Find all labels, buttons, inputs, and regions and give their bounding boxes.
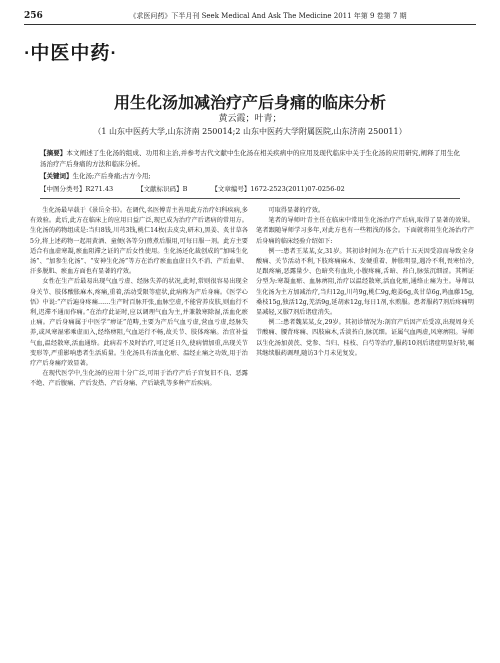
- divider: [40, 198, 460, 199]
- authors: 黄云霞；叶青；: [218, 114, 282, 124]
- article-number: 【文章编号】1672-2523(2011)07-0256-02: [211, 185, 345, 193]
- running-header: [24, 8, 476, 25]
- keywords: [40, 171, 460, 180]
- paragraph: 女性在生产后最易出现气血亏虚、经脉失养的状况,此时,常则很容易出现全身关节、肢体酸胀麻木,疼痛,重着,活动受限等症状,此病称为产后身痛。《医学心悟》中说:“产后遍身疼痛……生产时百脉开张,血脉空虚,不能营养皮肤,则血行不利,迟滞不通而作痛。”在治疗此证时,应以调理气血为主,并兼散寒除湿,活血化瘀止痛。产后身痛属于中医学“痹证”范畴,主要为产后气血亏虚,营血亏虚,经脉失养,或风寒湿邪乘虚而入,经络痹阻,气血运行不畅,故关节、肢体疼痛。治宜补益气血,温经散寒,活血通络。此病若不及时治疗,可迁延日久,使病情加重,出现关节变形等,严重影响患者生活质量。生化汤具有活血化瘀、温经止痛之功效,用于治疗产后身痛疗效显著。: [30, 278, 248, 368]
- body-column-right: [256, 206, 474, 654]
- affiliation: （1 山东中医药大学,山东济南 250014;2 山东中医药大学附属医院,山东济南 250011）: [93, 127, 407, 136]
- clc-number: 【中图分类号】R271.43: [40, 185, 114, 193]
- document-code: 【文献标识码】B: [137, 185, 188, 193]
- section-name: 中医中药: [30, 42, 111, 64]
- paragraph: 例一:患者王某某,女,31岁。其初诊时间为:在产后十五天因受凉而导致全身酸痛、关节活动不利,下肢疼痛麻木、发硬重着、肿胀明显,遇冷不利,畏寒怕冷,足跟疼痛,恶露量少、色暗夹有血块,小腹疼痛,舌暗、苔白,脉弦沉细涩。其辨证分型为:寒凝血瘀、血脉痹阻,治疗以温经散寒,活血化瘀,通络止痛为主。导师以生化汤为主方加减治疗,当归12g,川芎9g,桃仁9g,炮姜6g,炙甘草6g,鸡血藤15g,桑枝15g,独活12g,羌活9g,延胡索12g,每日1剂,水煎服。患者服药7剂后疼痛明显减轻,又服7剂后诸症消失。: [256, 247, 474, 317]
- page-number: 256: [24, 11, 43, 21]
- abstract-label: 【摘要】: [40, 149, 67, 157]
- keywords-text: 生化汤;产后身痛;古方今用;: [72, 172, 151, 180]
- paragraph: 可取得显著的疗效。: [268, 207, 325, 214]
- paragraph: 笔者的导师叶青主任在临床中常用生化汤治疗产后病,取得了显著的效果。笔者跟随导师学习多年,对此方也有一些粗浅的体会。下面就将用生化汤治疗产后身痛的临床经验介绍如下:: [256, 217, 474, 245]
- abstract-text: 本文阐述了生化汤的组成、功用和主治,并参考古代文献中生化汤在相关疾病中的应用及现代临床中关于生化汤的应用研究,阐释了用生化汤治疗产后身痛的方法和临床分析。: [40, 149, 461, 168]
- paragraph: 生化汤最早载于《景岳全书》。在调代,名医傅青主善用此方治疗妇科疾病,多有效验。此后,此方在临床上的应用日益广泛,现已成为治疗产后诸病的常用方。生化汤的药物组成是:当归8钱,川芎3钱,桃仁14枚(去皮尖,研末),黑姜、炙甘草各5分,将上述药物一起用黄酒、童便(各等分)煎煮后服用,可每日服一剂。此方主要适合有血虚寒凝,瘀血阻滞之证的产后女性使用。生化汤还化裁创成的“加味生化汤”、“加参生化汤”、“安神生化汤”等方在治疗瘀血血虚日久不消、产后血晕、汗多脱肌、瘀血方面也有显著的疗效。: [30, 207, 248, 276]
- paragraph: 在现代医学中,生化汤的应用十分广泛,可用于治疗产后子宫复旧不良、恶露不绝、产后腹痛、产后发热、产后身痛、产后缺乳等多种产后疾病。: [30, 370, 248, 388]
- body-column-left: [30, 206, 248, 654]
- journal-title: 《求医问药》下半月刊 Seek Medical And Ask The Medicine 2011 年第 9 卷第 7 期: [129, 12, 407, 20]
- section-dot-start: ·: [24, 45, 31, 62]
- article-title: 用生化汤加减治疗产后身痛的临床分析: [113, 93, 386, 112]
- keywords-label: 【关键词】: [40, 172, 73, 180]
- abstract: [40, 148, 460, 170]
- paragraph: 例二:患者魏某某,女,29岁。其初诊情况为:剖宫产后因产后受凉,出现周身关节酸痛、腰背疼痛、四肢麻木,舌淡苔白,脉沉细。证属气血两虚,风寒痹阻。导师以生化汤加黄芪、党参、当归、桂枝、白芍等治疗,服药10剂后诸症明显好转,嘱其继续服药调理,随访3个月未见复发。: [256, 319, 474, 357]
- section-dot-end: ·: [110, 45, 117, 62]
- section-heading: [24, 38, 117, 65]
- classification-line: [40, 184, 460, 193]
